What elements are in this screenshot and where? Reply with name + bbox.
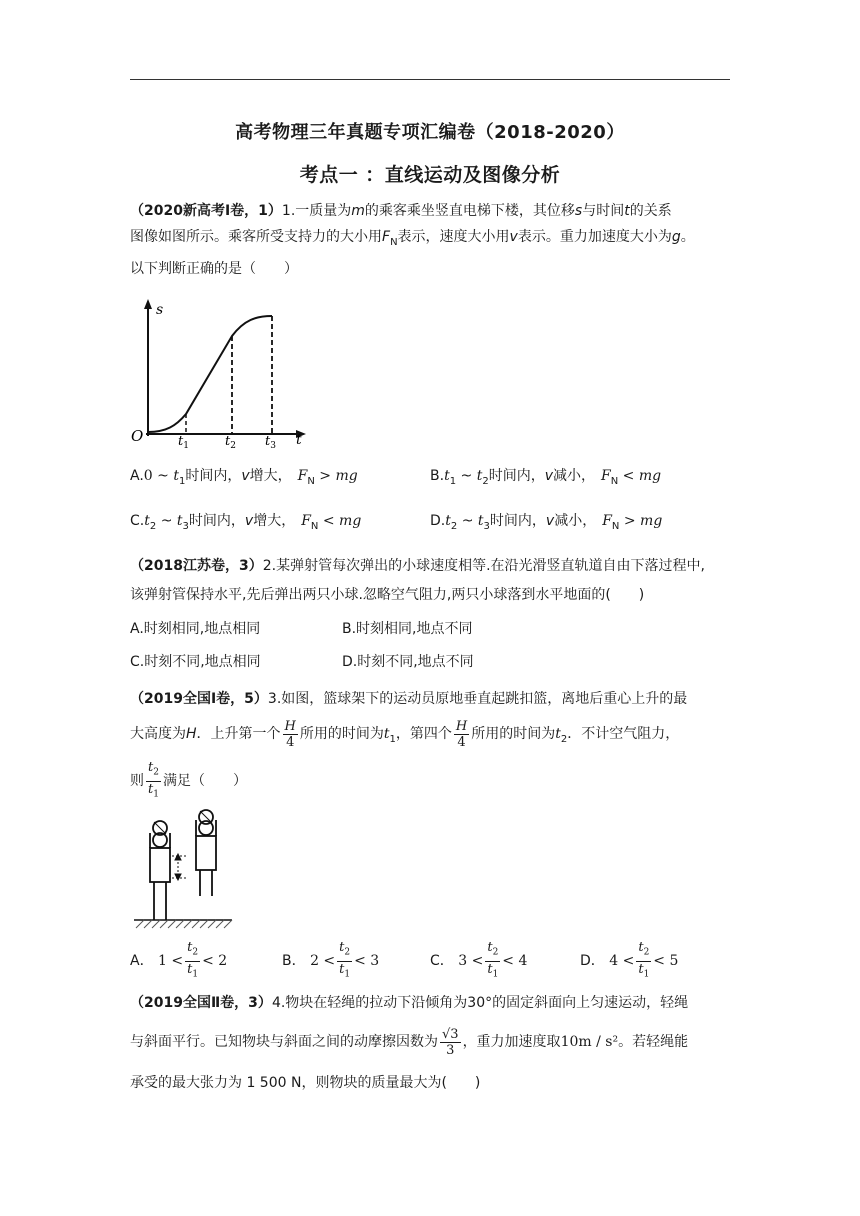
q1-option-b-t1: t [444,468,450,484]
q3-sub-1: 1 [389,733,396,745]
q3-text-a: 3.如图，篮球架下的运动员原地垂直起跳扣篮，离地后重心上升的最 [267,691,688,707]
q3-var-t1: t [383,726,390,742]
q3-fraction-h4-fourth [454,719,469,750]
q1-option-c-text: 时间内， [188,513,245,529]
q3-option-d-right: < 5 [653,953,679,970]
q3-ratio-num: $t_2$ [146,760,161,782]
graph-y-arrow [144,299,152,309]
q1-line2 [130,224,730,256]
q3-text-f: 所用的时间为 [471,726,556,742]
q2-source: （2018江苏卷，3） [130,558,263,574]
q1-sub-N: N [390,236,398,248]
q1-option-d-tilde: ~ [457,513,478,529]
q1-option-c-tilde: ~ [156,513,177,529]
q3-option-c-left: 3 < [458,953,484,970]
q3-text-g: ．不计空气阻力， [567,726,680,742]
graph-label-t: t [296,432,302,448]
q3-basketball-jump-figure [132,808,234,930]
graph-tick-t1: $t_1$ [178,434,189,448]
q1-line1 [130,198,730,224]
q1-option-c-t1: t [144,513,150,529]
q1-option-a-F: F [297,468,308,484]
q4-text-a: 4.物块在轻绳的拉动下沿倾角为30°的固定斜面向上匀速运动，轻绳 [271,995,689,1011]
q3-ratio-fraction [146,760,161,802]
q3-text-c: ．上升第一个 [196,726,281,742]
q1-text-a: 1.一质量为 [281,203,352,219]
q3-source: （2019全国Ⅰ卷，5） [130,691,268,707]
q1-option-d-v: v [545,513,555,529]
q1-option-b-N: N [610,475,619,487]
q1-option-b-F: F [601,468,611,484]
q1-option-a-label: A. [130,468,144,484]
q1-option-c-relation: < mg [318,513,362,529]
page-title: 高考物理三年真题专项汇编卷（2018-2020） [235,122,625,143]
q1-displacement-time-graph [128,296,308,448]
q1-option-c-v: v [244,513,254,529]
q1-var-m: m [351,203,365,219]
q2-option-b[interactable]: B.时刻相同,地点不同 [342,621,473,637]
question-4-line2 [130,1022,730,1062]
q1-option-d-N: N [611,520,620,532]
q1-option-a-v: v [241,468,250,484]
q1-option-d-text: 时间内， [489,513,546,529]
q1-option-d-t1: t [445,513,451,529]
q3-option-d-left: 4 < [609,953,635,970]
q3-option-c[interactable] [430,940,527,982]
q3-option-b-fraction [337,940,352,982]
q1-option-d-label: D. [430,513,446,529]
q1-option-d-text2: 减小， [554,513,597,529]
q1-option-d[interactable] [430,510,662,538]
page-subtitle: 考点一 ：直线运动及图像分析 [299,164,561,186]
q1-option-b-v: v [544,468,554,484]
q3-frac1-den: 4 [286,734,295,750]
q3-option-b-num: $t_2$ [337,940,352,962]
q3-var-H: H [186,726,197,742]
q1-option-c-F: F [301,513,311,529]
q1-option-a[interactable] [130,465,358,493]
q3-option-a-den: $t_1$ [187,961,199,980]
q3-option-b[interactable] [282,940,379,982]
q1-option-a-text2: 增大， [249,468,292,484]
q3-var-t2: t [555,726,561,742]
q3-text-i: 满足（ ） [162,773,247,790]
q2-option-d[interactable]: D.时刻不同,地点不同 [342,654,474,670]
q3-option-a-num: $t_2$ [185,940,200,962]
q1-option-d-sub1: 2 [450,520,458,532]
question-3-line1 [130,684,730,714]
q3-option-c-label: C． [430,953,454,970]
q3-text-b: 大高度为 [130,726,186,742]
height-arrow [172,854,188,880]
q3-text-d: 所用的时间为 [299,726,384,742]
q1-text-g: 表示。重力加速度大小为 [517,229,672,245]
q1-option-c-t2: t [176,513,183,529]
q3-option-b-den: $t_1$ [339,961,351,980]
q1-option-c-label: C. [130,513,145,529]
q3-option-a-left: 1 < [158,953,184,970]
graph-tick-t3: $t_3$ [265,434,276,448]
q3-option-d-fraction [636,940,651,982]
q4-friction-fraction [440,1027,461,1058]
question-3-line2 [130,714,730,760]
q2-option-c[interactable]: C.时刻不同,地点相同 [130,654,261,670]
q1-source: （2020新高考Ⅰ卷，1） [130,203,282,219]
q1-option-c-N: N [310,520,319,532]
q1-option-d-t2: t [477,513,484,529]
q3-fraction-h4-first [283,719,298,750]
q1-var-v: v [509,229,518,245]
q1-option-d-relation: > mg [619,513,663,529]
q2-line1 [130,552,730,581]
q3-option-c-num: $t_2$ [485,940,500,962]
q3-option-d-label: D． [580,953,605,970]
q3-text-e: ，第四个 [395,726,452,742]
q3-option-d-den: $t_1$ [638,961,650,980]
q1-text-b: 的乘客乘坐竖直电梯下楼，其位移 [364,203,575,219]
q1-option-c[interactable] [130,510,361,538]
q3-text-h: 则 [130,773,144,790]
q4-frac-den: 3 [446,1042,455,1058]
q2-option-a[interactable]: A.时刻相同,地点相同 [130,621,261,637]
q1-text-d: 的关系 [629,203,672,219]
graph-tick-t2: $t_2$ [225,434,236,448]
q2-text-a: 2.某弹射管每次弹出的小球速度相等.在沿光滑竖直轨道自由下落过程中, [262,558,705,574]
q4-text-b: 与斜面平行。已知物块与斜面之间的动摩擦因数为 [130,1034,438,1050]
q1-option-a-range: 0 ~ [143,468,174,484]
q1-option-a-N: N [307,475,315,487]
q1-text-e: 图像如图所示。乘客所受支持力的大小用 [130,229,382,245]
person-standing [150,821,170,920]
q1-line3: 以下判断正确的是（ ） [130,260,298,277]
q1-option-b-tilde: ~ [456,468,477,484]
q3-option-c-right: < 4 [502,953,528,970]
q1-option-a-relation: > mg [314,468,358,484]
q1-option-b-sub1: 1 [449,475,457,487]
question-1-text [130,198,730,282]
q4-frac-num: √3 [442,1026,459,1042]
question-4-line3: 承受的最大张力为 1 500 N，则物块的质量最大为( ) [130,1075,481,1091]
q1-option-b-t2: t [476,468,483,484]
q3-option-b-left: 2 < [310,953,336,970]
q4-text-c: ，重力加速度取 [462,1034,561,1050]
q1-option-a-text: 时间内， [185,468,242,484]
q3-option-c-fraction [485,940,500,982]
q3-option-b-label: B． [282,953,306,970]
graph-label-origin: O [131,427,144,445]
question-4-line1 [130,988,730,1018]
q1-option-d-F: F [602,513,612,529]
q1-option-a-sub: 1 [178,475,186,487]
q3-frac2-den: 4 [457,734,466,750]
q1-var-g: g [671,229,681,245]
q1-option-b-sub2: 2 [482,475,489,487]
q3-option-b-right: < 3 [354,953,380,970]
q3-sub-2: 2 [560,733,568,745]
q1-text-h: 。 [680,229,695,245]
q1-option-b-relation: < mg [618,468,662,484]
q1-option-c-sub2: 3 [182,520,189,532]
q3-ratio-den: $t_1$ [148,781,159,800]
q1-option-b-text2: 减小， [553,468,596,484]
q3-option-a-fraction [185,940,200,982]
q1-option-d-sub2: 3 [483,520,490,532]
question-2-text [130,552,730,610]
q3-frac2-num: H [455,718,468,734]
q4-source: （2019全国Ⅱ卷，3） [130,995,272,1011]
q3-option-d-num: $t_2$ [636,940,651,962]
q1-text-c: 与时间 [582,203,625,219]
q4-acceleration: 10m / s² [560,1034,619,1050]
q3-frac1-num: H [284,718,296,734]
q4-text-d: 。若轻绳能 [618,1034,689,1050]
q1-var-s: s [574,203,583,219]
q3-option-a-right: < 2 [202,953,228,970]
q1-option-a-t: t [173,468,179,484]
q1-var-t: t [624,203,630,219]
graph-curve [148,316,272,432]
q1-option-c-text2: 增大， [253,513,296,529]
q1-option-b-label: B. [430,468,445,484]
q1-option-b-text: 时间内， [488,468,545,484]
ground-hatch [136,920,232,928]
q1-var-F: F [382,229,391,245]
person-jumping [196,810,216,896]
q3-option-a[interactable] [130,940,227,982]
q1-option-c-sub1: 2 [149,520,157,532]
q3-option-d[interactable] [580,940,678,982]
q2-line2: 该弹射管保持水平,先后弹出两只小球.忽略空气阻力,两只小球落到水平地面的( ) [130,587,645,603]
graph-label-s: s [156,302,164,318]
q3-option-a-label: A． [130,953,154,970]
question-3-line3 [130,760,730,802]
header-rule [130,79,730,80]
q1-option-b[interactable] [430,465,661,493]
q1-text-f: 表示，速度大小用 [397,229,510,245]
q3-option-c-den: $t_1$ [487,961,499,980]
